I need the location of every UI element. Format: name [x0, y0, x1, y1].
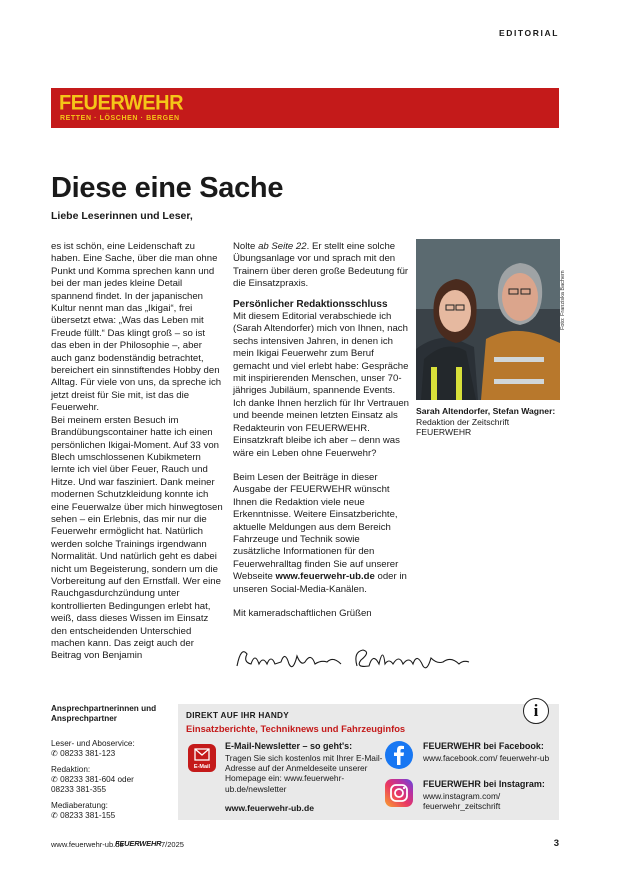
- footer-url[interactable]: www.feuerwehr-ub.de: [51, 840, 124, 849]
- editors-photo: [416, 239, 560, 400]
- phone-number[interactable]: 08233 381-355: [51, 785, 107, 795]
- newsletter-title: E-Mail-Newsletter – so geht's:: [225, 741, 353, 751]
- article-paragraph: Mit diesem Editorial verabschiede ich (Sarah Altendorfer) mich von Ihnen, nach sechs intensiven Jahren, in denen ich mein Ikigai Feuerwehr zum Beruf gemacht und viel erlebt habe: Gespräche mit inspirierenden Menschen, unser 70-jähriges Jubiläum, spannende Events. Ich danke Ihnen herzlich für Ihr Vertrauen und beende meinen letzten Einsatz als Redakteurin von FEUERWEHR. Einsatzkraft bleibe ich aber – denn was wäre ein Leben ohne Feuerwehr?: [233, 311, 409, 459]
- footer-issue: 7/2025: [161, 840, 184, 849]
- newsletter-link[interactable]: www.feuerwehr-ub.de: [225, 803, 314, 813]
- info-box-header: DIREKT AUF IHR HANDY: [186, 711, 290, 720]
- info-box: [178, 701, 559, 820]
- article-paragraph: Beim Lesen der Beiträge in dieser Ausgabe der FEUERWEHR wünscht Ihnen die Redaktion viele neue Erkenntnisse. Weitere Einsatzberichte, aktuelle Meldungen aus dem Bereich Fahrzeuge und Technik sowie zusätzliche Informationen für den Feuerwehralltag finden Sie auf unserer Webseite www.feuerwehr-ub.de oder in unseren Social-Media-Kanälen.: [233, 471, 407, 595]
- article-paragraph: Nolte ab Seite 22. Er stellt eine solche Übungsanlage vor und sprach mit den Trainern über deren große Bedeutung für die Einsatzpraxis.: [233, 241, 409, 290]
- phone-number[interactable]: ✆ 08233 381-155: [51, 811, 116, 821]
- page-title: Diese eine Sache: [51, 172, 284, 204]
- photo-credit: Foto: Franziska Bachem: [560, 270, 566, 330]
- instagram-icon[interactable]: [385, 779, 413, 807]
- footer-brand: FEUERWEHR: [115, 839, 162, 848]
- instagram-title: FEUERWEHR bei Instagram:: [423, 779, 545, 789]
- brand-banner: [51, 88, 559, 128]
- article-column-1: [51, 241, 223, 663]
- photo-caption-title: Sarah Altendorfer, Stefan Wagner:: [416, 406, 556, 416]
- info-icon: i: [523, 698, 549, 724]
- contact-title: Ansprechpartnerinnen und Ansprechpartner: [51, 704, 157, 724]
- instagram-link[interactable]: www.instagram.com/ feuerwehr_zeitschrift: [423, 791, 501, 812]
- website-link[interactable]: www.feuerwehr-ub.de: [275, 571, 375, 583]
- email-icon-label: E-Mail: [193, 764, 211, 770]
- contact-editorial: Redaktion: ✆ 08233 381-604 oder 08233 381-355: [51, 765, 171, 796]
- phone-number[interactable]: ✆ 08233 381-123: [51, 749, 116, 759]
- section-label: EDITORIAL: [498, 28, 559, 38]
- article-paragraph: es ist schön, eine Leidenschaft zu haben. Eine Sache, über die man ohne Punkt und Komma sprechen kann und bei der man jedes kleine Detail spannend findet. In der japanischen Kultur nennt man das „Ikigai“, frei übersetzt etwa: „Was das Leben mit Freude füllt.“ Das klingt groß – so ist das eben in der Philosophie –, aber auch ganz bodenständig betrachtet, bereichert ein sinnstiftendes Hobby den Alltag. Für viele von uns, da spreche ich jetzt dreist für Sie mit, ist das die Feuerwehr.: [51, 241, 222, 414]
- page-number: 3: [553, 838, 559, 849]
- facebook-icon[interactable]: [385, 741, 413, 769]
- email-newsletter-icon: [188, 744, 216, 772]
- article-column-2: [233, 241, 409, 620]
- page-reference: ab Seite 22: [258, 241, 307, 252]
- newsletter-text: Tragen Sie sich kostenlos mit Ihrer E-Mail-Adresse auf der Anmeldeseite unserer Homepage ein: www.feuerwehr-ub.de/newsletter: [225, 753, 383, 794]
- salutation: Liebe Leserinnen und Leser,: [51, 210, 193, 222]
- brand-tagline: RETTEN · LÖSCHEN · BERGEN: [60, 115, 180, 122]
- contact-media: Mediaberatung: ✆ 08233 381-155: [51, 801, 171, 822]
- article-paragraph: Bei meinem ersten Besuch im Brandübungscontainer hatte ich einen persönlichen Ikigai-Moment. Auf 33 von Blech umschlossenen Kubikmetern lernte ich viel über Feuer, Rauch und Hitze. Und war fasziniert. Dank meiner modernen Schutzkleidung konnte ich eine Feuerwalze über mich hinwegtosen sehen – ein Erlebnis, das mir nur die Feuerwehr ermöglicht hat. Natürlich werden solche Trainings irgendwann Normalität. Und natürlich geht es dabei nicht um Begeisterung, sondern um die Vorbereitung auf den Ernstfall. Wer eine Rauchgasdurchzündung unter kontrollierten Bedingungen erlebt hat, weiß, dass dieses Wissen im Einsatz den entscheidenden Unterschied machen kann. Das zeigt auch der Beitrag von Benjamin: [51, 414, 223, 662]
- brand-logo: FEUERWEHR: [59, 91, 184, 115]
- photo-caption-subtitle: Redaktion der Zeitschrift FEUERWEHR: [416, 417, 510, 437]
- contact-reader-service: Leser- und Aboservice: ✆ 08233 381-123: [51, 739, 171, 760]
- facebook-link[interactable]: www.facebook.com/ feuerwehr-ub: [423, 753, 550, 763]
- article-subheading: Persönlicher Redaktionsschluss: [233, 298, 388, 310]
- closing-line: Mit kameradschaftlichen Grüßen: [233, 607, 372, 619]
- phone-number[interactable]: ✆ 08233 381-604 oder: [51, 775, 134, 785]
- info-box-subheader: Einsatzberichte, Techniknews und Fahrzeuginfos: [186, 723, 406, 734]
- facebook-title: FEUERWEHR bei Facebook:: [423, 741, 544, 751]
- contact-list: [51, 704, 171, 827]
- signatures: [233, 642, 473, 676]
